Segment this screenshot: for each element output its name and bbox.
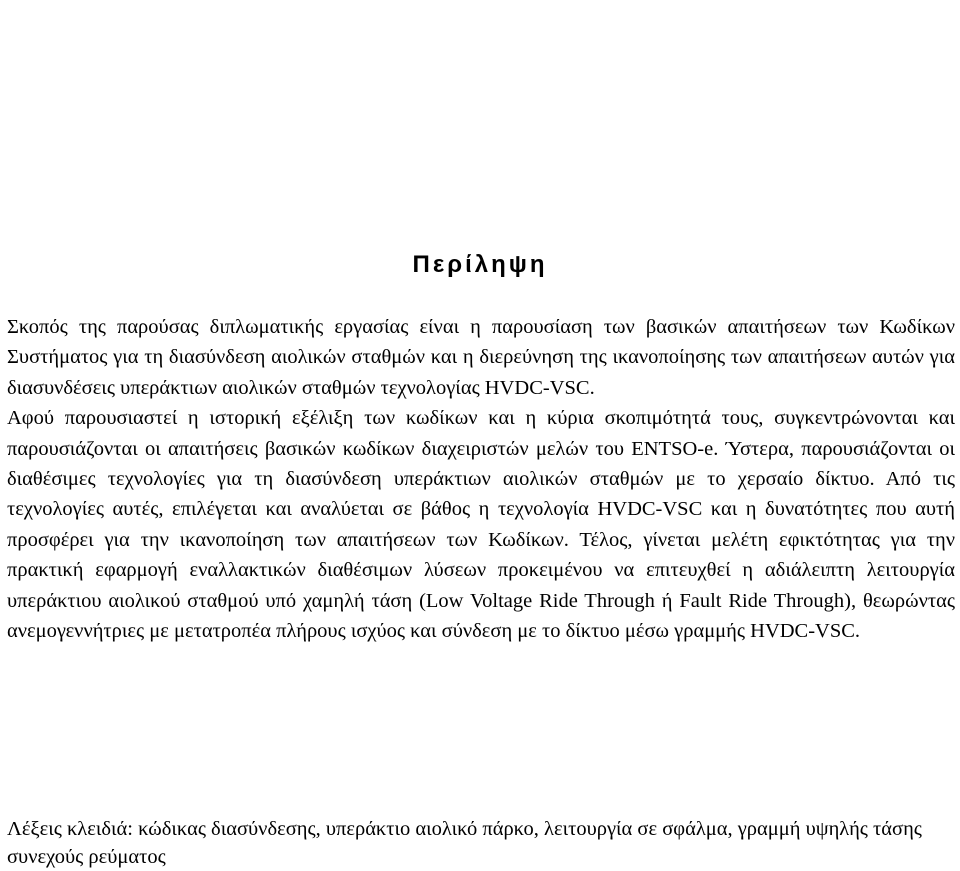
abstract-paragraph-1: Σκοπός της παρούσας διπλωματικής εργασίας είναι η παρουσίαση των βασικών απαιτήσεων των Κωδίκων Συστήματος για τη διασύνδεση αιολικών σταθμών και η διερεύνηση της ικανοποίησης των απαιτήσεων αυτών για διασυνδέσεις υπεράκτιων αιολικών σταθμών τεχνολογίας HVDC-VSC. — [7, 316, 955, 399]
abstract-body — [7, 312, 955, 646]
abstract-title: Περίληψη — [412, 251, 548, 278]
abstract-paragraph-2: Αφού παρουσιαστεί η ιστορική εξέλιξη των κωδίκων και η κύρια σκοπιμότητά τους, συγκεντρώνονται και παρουσιάζονται οι απαιτήσεις βασικών κωδίκων διαχειριστών μελών του ENTSO-e. Ύστερα, παρουσιάζονται οι διαθέσιμες τεχνολογίες για τη διασύνδεση υπεράκτιων αιολικών σταθμών με το χερσαίο δίκτυο. Από τις τεχνολογίες αυτές, επιλέγεται και αναλύεται σε βάθος η τεχνολογία HVDC-VSC και η δυνατότητες που αυτή προσφέρει για την ικανοποίηση των απαιτήσεων των Κωδίκων. Τέλος, γίνεται μελέτη εφικτότητας για την πρακτική εφαρμογή εναλλακτικών διαθέσιμων λύσεων προκειμένου να επιτευχθεί η αδιάλειπτη λειτουργία υπεράκτιου αιολικού σταθμού υπό χαμηλή τάση (Low Voltage Ride Through ή Fault Ride Through), θεωρώντας ανεμογεννήτριες με μετατροπέα πλήρους ισχύος και σύνδεση με το δίκτυο μέσω γραμμής HVDC-VSC. — [7, 407, 955, 643]
keywords-line: Λέξεις κλειδιά: κώδικας διασύνδεσης, υπεράκτιο αιολικό πάρκο, λειτουργία σε σφάλμα, γραμμή υψηλής τάσης συνεχούς ρεύματος — [7, 818, 922, 868]
